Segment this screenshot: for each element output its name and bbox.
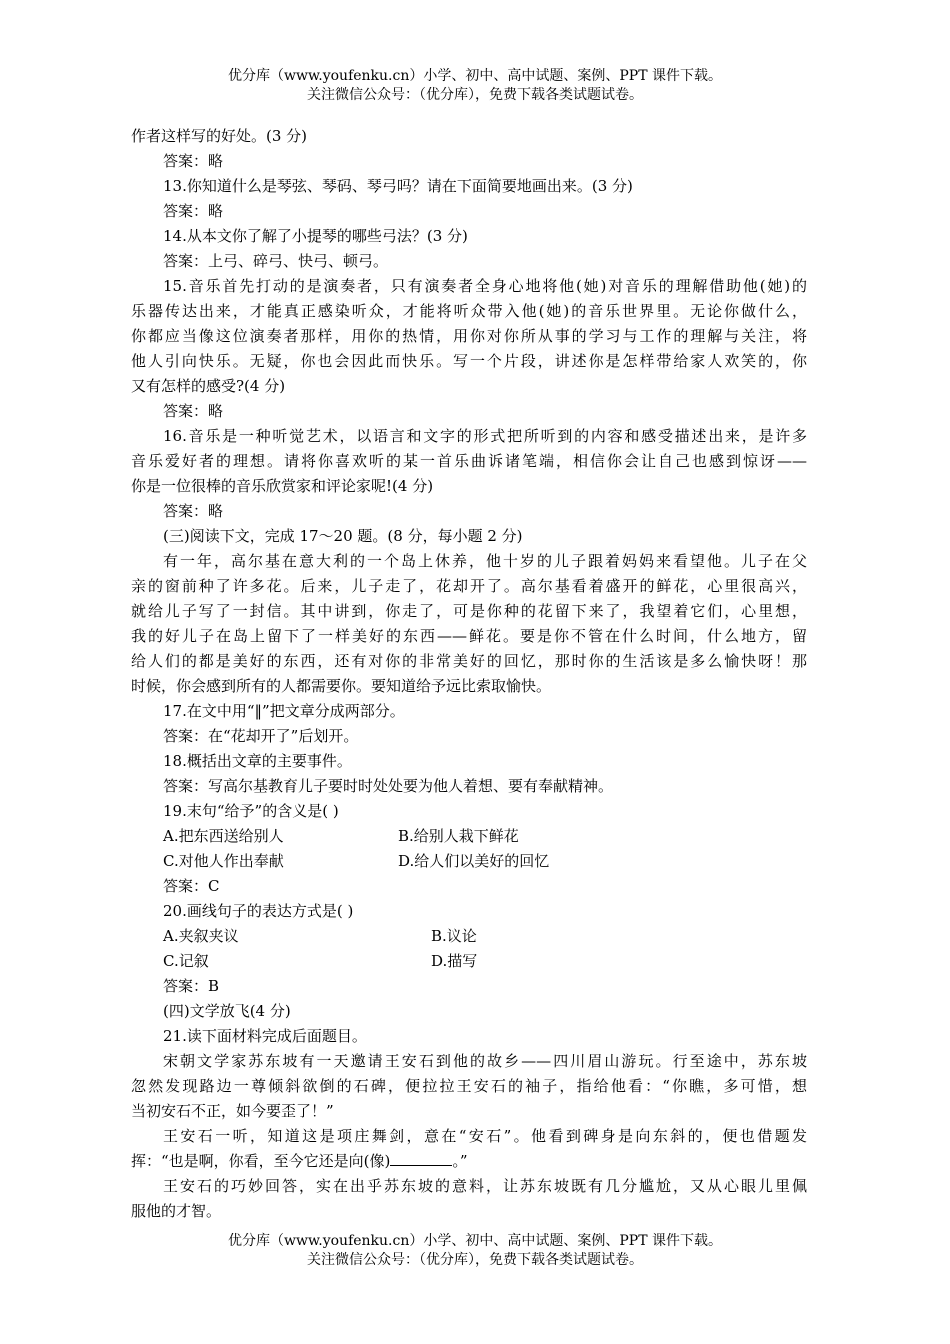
- document-body: [131, 124, 807, 1224]
- text-line: 音乐爱好者的理想。请将你喜欢听的某一首乐曲诉诸笔端，相信你会让自己也感到惊讶——: [131, 452, 807, 470]
- passage-text: 。”: [452, 1152, 468, 1170]
- text-line: 你都应当像这位演奏者那样，用你的热情，用你对你所从事的学习与工作的理解与关注，将: [131, 327, 807, 345]
- answer-line: 答案：在“花却开了”后划开。: [163, 727, 359, 745]
- passage-line: 服他的才智。: [131, 1202, 222, 1220]
- text-line: 他人引向快乐。无疑，你也会因此而快乐。写一个片段，讲述你是怎样带给家人欢笑的，你: [131, 352, 807, 370]
- options-row: [131, 924, 807, 949]
- option-b: B.给别人栽下鲜花: [398, 827, 519, 845]
- answer-line: 答案：略: [163, 202, 224, 220]
- header-line-2: 关注微信公众号：（优分库），免费下载各类试题试卷。: [307, 87, 643, 103]
- answer-line: 答案：略: [163, 402, 224, 420]
- passage-line: 王安石的巧妙回答，实在出乎苏东坡的意料，让苏东坡既有几分尴尬，又从心眼儿里佩: [163, 1177, 807, 1195]
- option-b: B.议论: [431, 927, 477, 945]
- passage-line: 我的好儿子在岛上留下了一样美好的东西——鲜花。要是你不管在什么时间，什么地方，留: [131, 627, 807, 645]
- fill-blank: [390, 1149, 452, 1166]
- option-a: A.夹叙夹议: [163, 927, 239, 945]
- answer-line: 答案：略: [163, 152, 224, 170]
- answer-line: 答案：B: [163, 977, 220, 995]
- passage-line: 亲的窗前种了许多花。后来，儿子走了，花却开了。高尔基看着盛开的鲜花，心里很高兴，: [131, 577, 807, 595]
- passage-line-with-blank: [131, 1149, 807, 1174]
- text-line: 乐器传达出来，才能真正感染听众，才能将听众带入他(她)的音乐世界里。无论你做什么，: [131, 302, 807, 320]
- text-line: 又有怎样的感受?(4 分): [131, 377, 286, 395]
- option-c: C.对他人作出奉献: [163, 852, 284, 870]
- question-13: 13.你知道什么是琴弦、琴码、琴弓吗？请在下面简要地画出来。(3 分): [163, 177, 633, 195]
- options-row: [131, 824, 807, 849]
- question-18: 18.概括出文章的主要事件。: [163, 752, 352, 770]
- passage-line: 时候，你会感到所有的人都需要你。要知道给予远比索取愉快。: [131, 677, 552, 695]
- option-d: D.描写: [431, 952, 478, 970]
- page-footer: [0, 1232, 950, 1270]
- options-row: [131, 949, 807, 974]
- footer-line-2: 关注微信公众号：（优分库），免费下载各类试题试卷。: [307, 1252, 643, 1268]
- passage-line: 给人们的都是美好的东西，还有对你的非常美好的回忆，那时你的生活该是多么愉快呀！那: [131, 652, 807, 670]
- question-19: 19.末句“给予”的含义是( ): [163, 802, 339, 820]
- question-17: 17.在文中用“‖”把文章分成两部分。: [163, 702, 405, 720]
- answer-line: 答案：写高尔基教育儿子要时时处处要为他人着想、要有奉献精神。: [163, 777, 614, 795]
- passage-text: 挥：“也是啊，你看，至今它还是向(像): [131, 1152, 391, 1170]
- passage-line: 有一年，高尔基在意大利的一个岛上休养，他十岁的儿子跟着妈妈来看望他。儿子在父: [163, 552, 807, 570]
- footer-line-1: 优分库（www.youfenku.cn）小学、初中、高中试题、案例、PPT 课件下载。: [227, 1233, 722, 1249]
- option-c: C.记叙: [163, 952, 209, 970]
- page-header: [0, 67, 950, 105]
- question-16: 16.音乐是一种听觉艺术，以语言和文字的形式把所听到的内容和感受描述出来，是许多: [163, 427, 807, 445]
- options-row: [131, 849, 807, 874]
- answer-line: 答案：C: [163, 877, 220, 895]
- passage-line: 忽然发现路边一尊倾斜欲倒的石碑，便拉拉王安石的袖子，指给他看：“你瞧，多可惜，想: [131, 1077, 807, 1095]
- text-line: 你是一位很棒的音乐欣赏家和评论家呢!(4 分): [131, 477, 434, 495]
- answer-line: 答案：略: [163, 502, 224, 520]
- section-heading: (四)文学放飞(4 分): [163, 1002, 291, 1020]
- question-14: 14.从本文你了解了小提琴的哪些弓法？(3 分): [163, 227, 468, 245]
- question-21: 21.读下面材料完成后面题目。: [163, 1027, 367, 1045]
- section-heading: (三)阅读下文，完成 17～20 题。(8 分，每小题 2 分): [163, 527, 523, 545]
- option-a: A.把东西送给别人: [163, 827, 284, 845]
- question-20: 20.画线句子的表达方式是( ): [163, 902, 354, 920]
- answer-line: 答案：上弓、碎弓、快弓、顿弓。: [163, 252, 389, 270]
- passage-line: 当初安石不正，如今要歪了！”: [131, 1102, 334, 1120]
- passage-line: 宋朝文学家苏东坡有一天邀请王安石到他的故乡——四川眉山游玩。行至途中，苏东坡: [163, 1052, 807, 1070]
- passage-line: 王安石一听，知道这是项庄舞剑，意在“安石”。他看到碑身是向东斜的，便也借题发: [163, 1127, 807, 1145]
- passage-line: 就给儿子写了一封信。其中讲到，你走了，可是你种的花留下来了，我望着它们，心里想，: [131, 602, 807, 620]
- option-d: D.给人们以美好的回忆: [398, 852, 550, 870]
- question-15: 15.音乐首先打动的是演奏者，只有演奏者全身心地将他(她)对音乐的理解借助他(她)的: [163, 277, 807, 295]
- header-line-1: 优分库（www.youfenku.cn）小学、初中、高中试题、案例、PPT 课件下载。: [227, 68, 722, 84]
- text-line: 作者这样写的好处。(3 分): [131, 127, 308, 145]
